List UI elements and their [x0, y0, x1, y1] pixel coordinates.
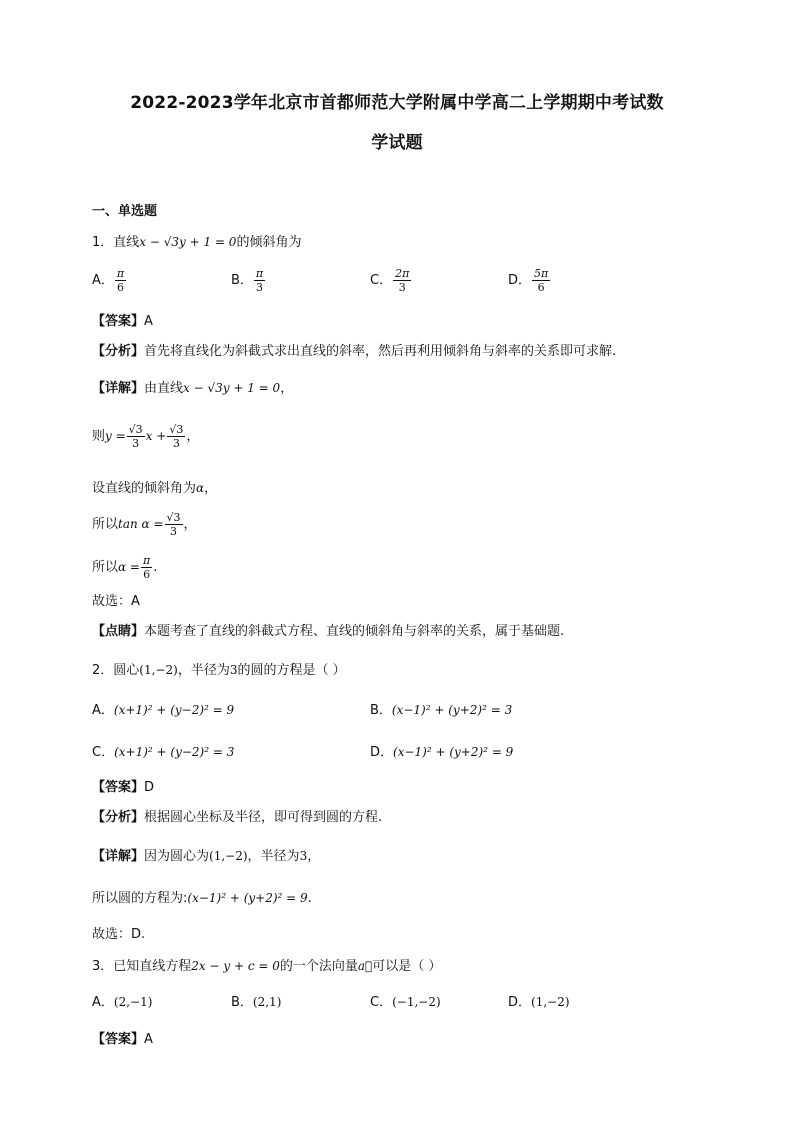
- stem-text: 可以是（ ）: [372, 959, 442, 974]
- question-2-option-a: [92, 700, 234, 721]
- numerator: √3: [166, 511, 181, 524]
- answer-tag: 【答案】: [92, 1032, 145, 1047]
- option-label: C．: [370, 995, 393, 1010]
- numerator: π: [255, 267, 264, 280]
- question-2-choose: 故选：D.: [92, 927, 146, 942]
- detail-tag: 【详解】: [92, 849, 145, 864]
- question-1-choose: 故选：A: [92, 594, 140, 609]
- option-d: [508, 992, 570, 1013]
- step-text: ，: [183, 517, 197, 532]
- option-label: A．: [92, 703, 114, 718]
- question-2-option-d: [370, 742, 513, 763]
- math-text: tan α =: [118, 517, 164, 531]
- question-1-tan: [92, 512, 197, 537]
- analysis-tag: 【分析】: [92, 810, 145, 825]
- denominator: 6: [143, 568, 151, 581]
- stem-text: 的倾斜角为: [236, 235, 302, 250]
- radius-value: 3: [299, 849, 308, 863]
- stem-text: 圆心: [113, 663, 140, 678]
- detail-tag: 【详解】: [92, 381, 145, 396]
- fraction: [127, 424, 145, 449]
- document-title-line1: 2022-2023学年北京市首都师范大学附属中学高二上学期期中考试数: [130, 93, 664, 113]
- question-3-answer: [92, 1030, 153, 1050]
- step-text: ，: [204, 481, 218, 496]
- normal-vector: a⃗: [357, 959, 373, 973]
- numerator: √3: [128, 423, 143, 436]
- detail-text: ，: [280, 381, 294, 396]
- option-label: C．: [92, 745, 115, 760]
- center-coord: (1,−2): [209, 849, 248, 863]
- numerator: 5π: [534, 267, 549, 280]
- option-equation: (x−1)² + (y+2)² = 9: [393, 745, 514, 759]
- numerator: √3: [169, 423, 184, 436]
- question-1-slope-form: [92, 424, 199, 449]
- stem-text: 的一个法向量: [279, 959, 358, 974]
- option-equation: (x+1)² + (y−2)² = 9: [113, 703, 235, 717]
- option-c: [370, 268, 412, 293]
- detail-text: ，半径为: [247, 849, 300, 864]
- option-label: D．: [508, 273, 532, 288]
- option-label: D．: [508, 995, 532, 1010]
- numerator: π: [143, 554, 151, 567]
- step-text: 设直线的倾斜角为: [92, 481, 197, 496]
- answer-tag: 【答案】: [92, 314, 145, 329]
- question-1-result: [92, 555, 157, 580]
- comment-text: 本题考查了直线的斜截式方程、直线的倾斜角与斜率的关系，属于基础题.: [144, 624, 565, 639]
- step-text: .: [153, 560, 158, 575]
- option-label: A．: [92, 995, 114, 1010]
- question-2-answer: [92, 778, 154, 798]
- stem-text: 已知直线方程: [113, 959, 192, 974]
- analysis-text: 根据圆心坐标及半径，即可得到圆的方程.: [144, 810, 383, 825]
- option-label: D．: [370, 745, 394, 760]
- option-b: [231, 992, 281, 1013]
- denominator: 3: [172, 437, 180, 450]
- numerator: π: [116, 267, 125, 280]
- circle-equation: (x−1)² + (y+2)² = 9: [187, 891, 308, 905]
- fraction: [141, 555, 152, 580]
- math-text: y =: [105, 429, 126, 443]
- option-label: A．: [92, 273, 114, 288]
- line-equation: 2x − y + c = 0: [191, 959, 280, 973]
- option-label: B．: [370, 703, 392, 718]
- denominator: 3: [398, 281, 406, 294]
- radius-value: 3: [229, 663, 238, 677]
- document-title-line2: 学试题: [371, 133, 423, 153]
- option-vector: (2,−1): [113, 995, 153, 1009]
- line-equation: x − √3y + 1 = 0: [139, 235, 237, 249]
- option-d: [508, 268, 551, 293]
- option-equation: (x−1)² + (y+2)² = 3: [391, 703, 513, 717]
- question-2-conclusion: [92, 888, 312, 909]
- denominator: 6: [117, 281, 125, 294]
- question-2-analysis: [92, 808, 382, 828]
- numerator: 2π: [395, 267, 410, 280]
- option-b: [231, 268, 266, 293]
- option-vector: (−1,−2): [392, 995, 441, 1009]
- analysis-tag: 【分析】: [92, 344, 145, 359]
- option-equation: (x+1)² + (y−2)² = 3: [114, 745, 235, 759]
- stem-text: ，半径为: [177, 663, 230, 678]
- question-number: 2．: [92, 663, 114, 678]
- question-1-set-angle: [92, 478, 217, 499]
- option-a: [92, 268, 127, 293]
- step-text: 所以: [92, 560, 119, 575]
- question-1-stem: [92, 232, 301, 253]
- question-1-analysis: [92, 342, 616, 362]
- math-text: α =: [118, 560, 140, 574]
- answer-value: A: [144, 1032, 153, 1047]
- question-2-option-b: [370, 700, 512, 721]
- denominator: 3: [256, 281, 264, 294]
- detail-text: ，: [307, 849, 321, 864]
- question-2-option-c: [92, 742, 234, 763]
- math-text: x +: [145, 429, 167, 443]
- option-label: B．: [231, 273, 253, 288]
- stem-text: 直线: [113, 235, 140, 250]
- question-2-detail: [92, 846, 320, 867]
- math-text: α: [196, 481, 205, 495]
- answer-value: A: [144, 314, 153, 329]
- question-number: 1．: [92, 235, 114, 250]
- option-fraction: [115, 268, 126, 293]
- step-text: ，: [186, 429, 200, 444]
- section-heading: 一、单选题: [92, 204, 158, 219]
- step-text: 所以圆的方程为:: [92, 891, 188, 906]
- option-vector: (2,1): [252, 995, 282, 1009]
- question-number: 3．: [92, 959, 114, 974]
- center-coord: (1,−2): [139, 663, 178, 677]
- answer-value: D: [144, 780, 155, 795]
- option-label: B．: [231, 995, 253, 1010]
- option-vector: (1,−2): [531, 995, 570, 1009]
- option-fraction: [393, 268, 411, 293]
- fraction: [165, 512, 183, 537]
- detail-text: 由直线: [144, 381, 184, 396]
- question-1-comment: [92, 622, 564, 642]
- option-c: [370, 992, 441, 1013]
- denominator: 3: [170, 525, 178, 538]
- detail-equation: x − √3y + 1 = 0: [183, 381, 281, 395]
- option-fraction: [254, 268, 265, 293]
- denominator: 3: [132, 437, 140, 450]
- option-label: C．: [370, 273, 393, 288]
- denominator: 6: [537, 281, 545, 294]
- analysis-text: 首先将直线化为斜截式求出直线的斜率，然后再利用倾斜角与斜率的关系即可求解.: [144, 344, 617, 359]
- answer-tag: 【答案】: [92, 780, 145, 795]
- comment-tag: 【点睛】: [92, 624, 145, 639]
- question-1-detail: [92, 378, 293, 399]
- stem-text: 的圆的方程是（ ）: [237, 663, 346, 678]
- step-text: 则: [92, 429, 106, 444]
- detail-text: 因为圆心为: [144, 849, 210, 864]
- option-fraction: [532, 268, 550, 293]
- step-text: 所以: [92, 517, 119, 532]
- question-1-answer: [92, 312, 153, 332]
- question-2-stem: [92, 660, 346, 681]
- option-a: [92, 992, 152, 1013]
- question-3-stem: [92, 956, 441, 977]
- step-text: .: [307, 891, 312, 906]
- fraction: [167, 424, 185, 449]
